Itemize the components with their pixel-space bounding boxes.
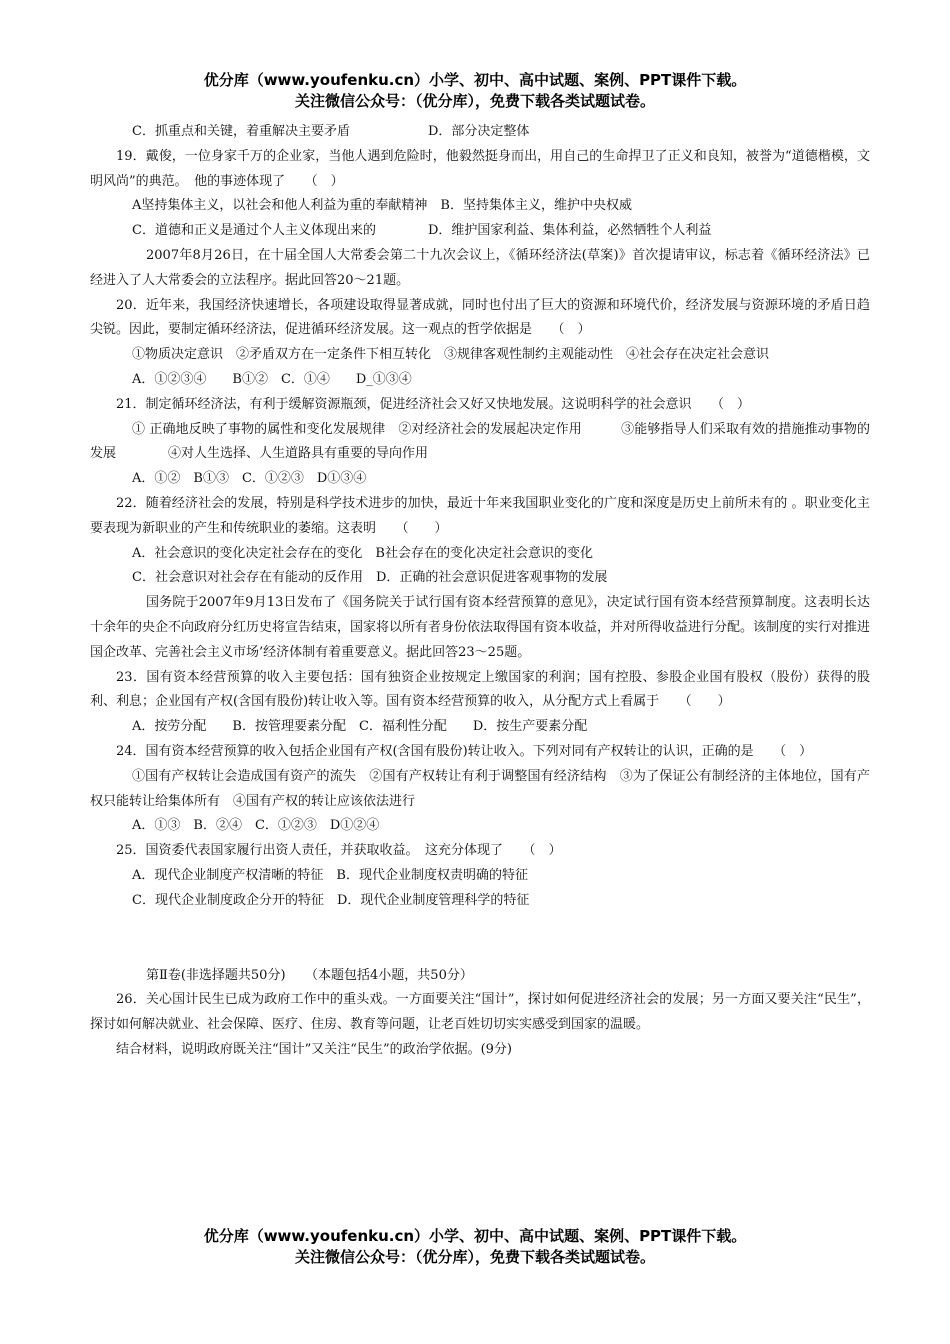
material-20-21: 2007年8月26日，在十届全国人大常委会第二十九次会议上，《循环经济法(草案)》首次提请审议，标志着《循环经济法》已经进入了人大常委会的立法程序。据此回答20～21题。 <box>90 247 870 288</box>
footer-line-1: 优分库（www.youfenku.cn）小学、初中、高中试题、案例、PPT课件下载。 <box>203 1227 747 1245</box>
option-line: C．抓重点和关键，着重解决主要矛盾 D．部分决定整体 <box>132 124 530 139</box>
option-line: C．社会意识对社会存在有能动的反作用 D．正确的社会意识促进客观事物的发展 <box>132 570 608 586</box>
option-line: C．现代企业制度政企分开的特征 D．现代企业制度管理科学的特征 <box>132 892 530 908</box>
option-line: ①国有产权转让会造成国有资产的流失 ②国有产权转让有利于调整国有经济结构 ③为了保证公有制经济的主体地位，国有产权只能转让给集体所有 ④国有产权的转让应该依法进行 <box>90 768 870 809</box>
question-25: 25．国资委代表国家履行出资人责任，并获取收益。 这充分体现了 （ ） <box>116 843 562 859</box>
answer-choices: A．①③ B．②④ C．①②③ D①②④ <box>132 818 380 834</box>
header-line-2: 关注微信公众号：（优分库），免费下载各类试题试卷。 <box>294 92 655 110</box>
question-26-task: 结合材料，说明政府既关注“国计”又关注“民生”的政治学依据。(9分) <box>116 1041 512 1057</box>
answer-choices: A．①②③④ B①② C．①④ D_①③④ <box>132 371 412 387</box>
question-26: 26．关心国计民生已成为政府工作中的重头戏。一方面要关注“国计”，探讨如何促进经济社会的发展；另一方面又要关注“民生”，探讨如何解决就业、社会保障、医疗、住房、教育等问题，让老百姓切切实实感受到国家的温暖。 <box>90 992 870 1033</box>
spacer <box>90 914 870 964</box>
option-line: C．道德和正义是通过个人主义体现出来的 D．维护国家利益、集体利益，必然牺牲个人利益 <box>132 223 712 239</box>
question-22: 22．随着经济社会的发展，特别是科学技术进步的加快，最近十年来我国职业变化的广度和深度是历史上前所未有的 。职业变化主要表现为新职业的产生和传统职业的萎缩。这表明 （ ） <box>90 495 870 536</box>
option-line: ①物质决定意识 ②矛盾双方在一定条件下相互转化 ③规律客观性制约主观能动性 ④社会存在决定社会意识 <box>132 347 770 363</box>
part-2-heading: 第Ⅱ卷(非选择题共50分) （本题包括4小题，共50分） <box>146 967 473 983</box>
header-banner <box>0 70 950 112</box>
footer-line-2: 关注微信公众号：（优分库），免费下载各类试题试卷。 <box>294 1248 655 1266</box>
header-line-1: 优分库（www.youfenku.cn）小学、初中、高中试题、案例、PPT课件下载。 <box>203 71 747 89</box>
option-line: A．社会意识的变化决定社会存在的变化 B社会存在的变化决定社会意识的变化 <box>132 545 593 561</box>
footer-banner <box>0 1226 950 1268</box>
material-23-25: 国务院于2007年9月13日发布了《国务院关于试行国有资本经营预算的意见》，决定试行国有资本经营预算制度。这表明长达十余年的央企不向政府分红历史将宣告结束，国家将以所有者身份依法取得国有资本收益，并对所得收益进行分配。该制度的实行对推进国企改革、完善社会主义市场’经济体制有着重要意义。据此回答23～25题。 <box>90 595 871 660</box>
question-19: 19．戴俊，一位身家千万的企业家，当他人遇到危险时，他毅然挺身而出，用自己的生命捍卫了正义和良知，被誉为“道德楷模，文明风尚”的典范。 他的事迹体现了 （ ） <box>90 148 870 189</box>
document-body <box>90 120 870 1063</box>
question-23: 23．国有资本经营预算的收入主要包括：国有独资企业按规定上缴国家的利润；国有控股、参股企业国有股权（股份）获得的股利、利息；企业国有产权(含国有股份)转让收入等。国有资本经营预算的收入，从分配方式上看属于 （ ） <box>90 669 870 710</box>
question-20: 20．近年来，我国经济快速增长，各项建设取得显著成就，同时也付出了巨大的资源和环境代价，经济发展与资源环境的矛盾日趋尖锐。因此，要制定循环经济法，促进循环经济发展。这一观点的哲学依据是 （ ） <box>90 297 870 338</box>
option-line: ① 正确地反映了事物的属性和变化发展规律 ②对经济社会的发展起决定作用 ③能够指导人们采取有效的措施推动事物的发展 ④对人生选择、人生道路具有重要的导向作用 <box>90 421 870 462</box>
option-line: A坚持集体主义，以社会和他人利益为重的奉献精神 B．坚持集体主义，维护中央权威 <box>132 198 632 214</box>
question-21: 21．制定循环经济法，有利于缓解资源瓶颈，促进经济社会又好又快地发展。这说明科学的社会意识 （ ） <box>116 396 751 412</box>
answer-choices: A．①② B①③ C．①②③ D①③④ <box>132 471 367 487</box>
option-line: A．现代企业制度产权清晰的特征 B．现代企业制度权责明确的特征 <box>132 867 528 883</box>
question-24: 24．国有资本经营预算的收入包括企业国有产权(含国有股份)转让收入。下列对同有产权转让的认识，正确的是 （ ） <box>116 743 813 759</box>
answer-choices: A．按劳分配 B．按管理要素分配 C．福利性分配 D．按生产要素分配 <box>132 719 588 735</box>
